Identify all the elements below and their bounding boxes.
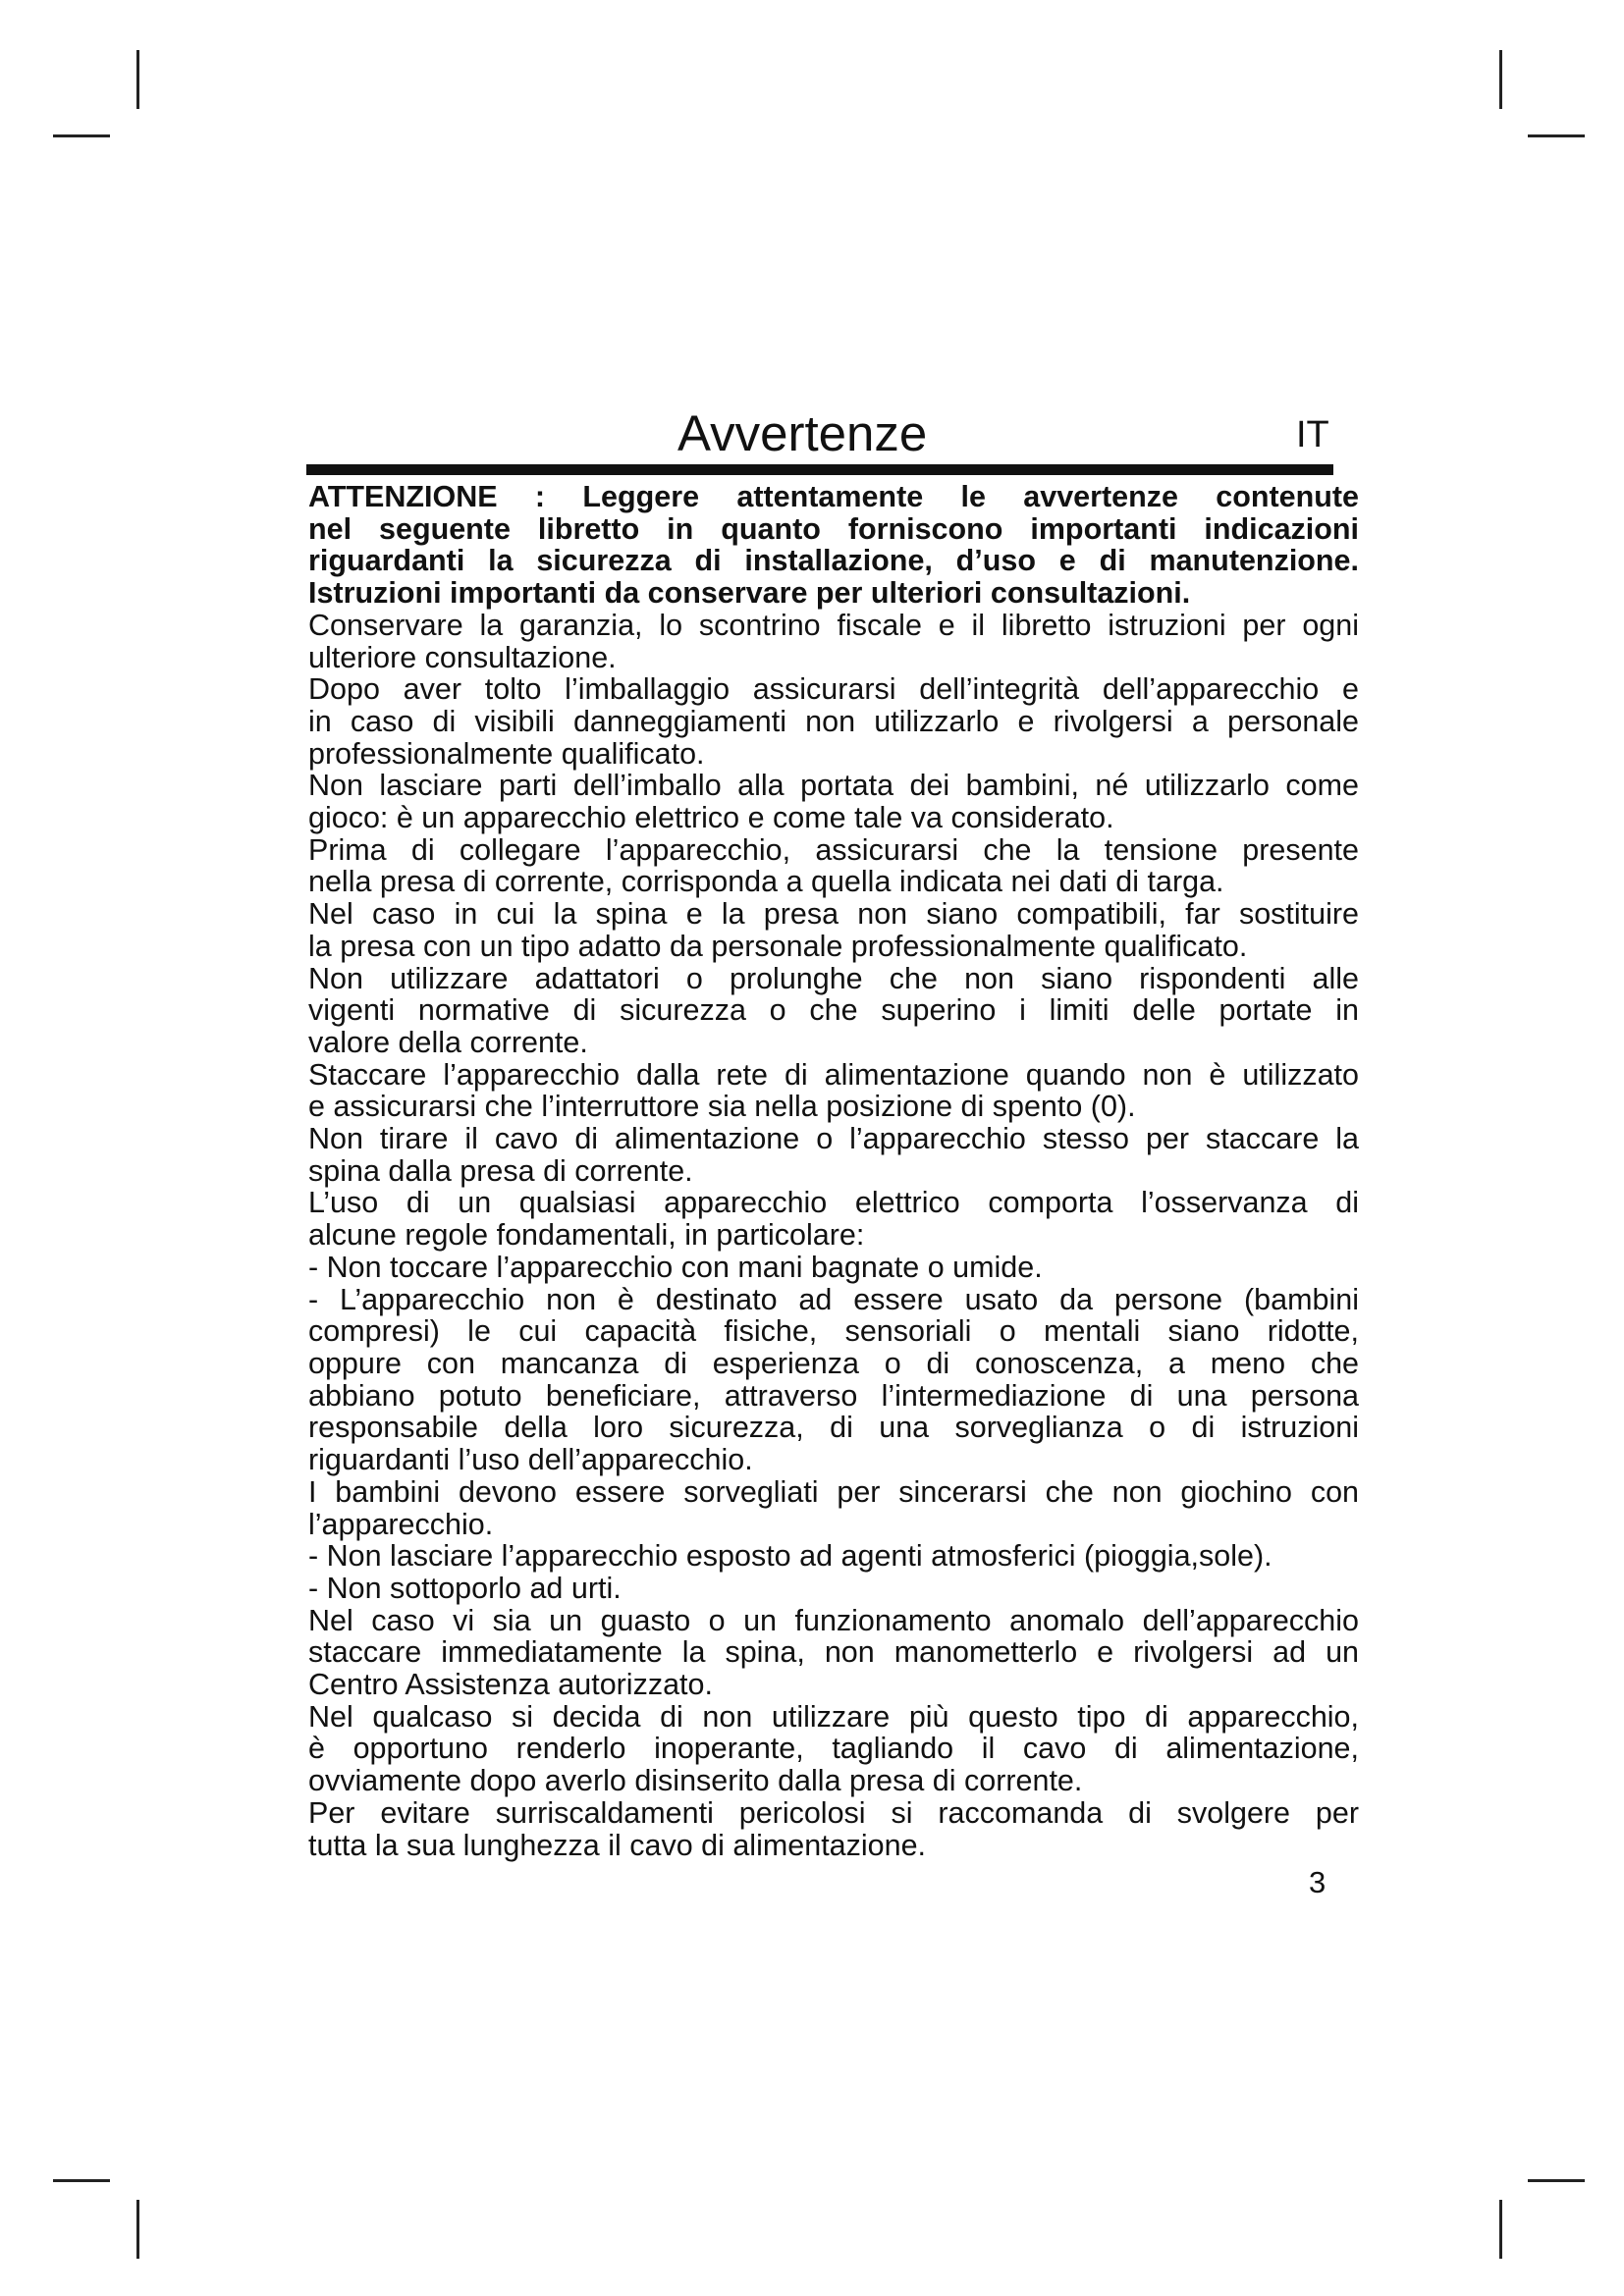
- text-line: - L’apparecchio non è destinato ad essere usato da persone (bambini: [308, 1282, 1359, 1316]
- text-line: gioco: è un apparecchio elettrico e come tale va considerato.: [308, 801, 1114, 835]
- text-line: Centro Assistenza autorizzato.: [308, 1668, 713, 1702]
- crop-mark-bottom-right-horizontal: [1528, 2179, 1585, 2182]
- text-line: valore della corrente.: [308, 1025, 588, 1059]
- text-line: professionalmente qualificato.: [308, 736, 705, 771]
- page-number: 3: [1309, 1865, 1326, 1899]
- title-rule: [306, 464, 1333, 475]
- text-line: ATTENZIONE : Leggere attentamente le avvertenze contenute: [308, 480, 1359, 513]
- paragraph: [308, 610, 1359, 673]
- text-line: - Non sottoporlo ad urti.: [308, 1571, 622, 1605]
- paragraph: [308, 481, 1359, 610]
- text-line: alcune regole fondamentali, in particolare:: [308, 1218, 865, 1253]
- paragraph: [308, 1797, 1359, 1861]
- paragraph: [308, 673, 1359, 770]
- crop-mark-top-right-vertical: [1499, 50, 1502, 109]
- paragraph: [308, 1476, 1359, 1540]
- text-line: staccare immediatamente la spina, non manometterlo e rivolgersi ad un: [308, 1635, 1359, 1670]
- paragraph: [308, 1701, 1359, 1797]
- text-line: - Non toccare l’apparecchio con mani bagnate o umide.: [308, 1250, 1043, 1284]
- text-line: tutta la sua lunghezza il cavo di alimentazione.: [308, 1828, 927, 1862]
- text-line: è opportuno renderlo inoperante, tagliando il cavo di alimentazione,: [308, 1732, 1359, 1766]
- text-line: la presa con un tipo adatto da personale professionalmente qualificato.: [308, 929, 1248, 963]
- text-line: nel seguente libretto in quanto forniscono importanti indicazioni: [308, 511, 1359, 546]
- paragraph: [308, 1605, 1359, 1701]
- text-line: compresi) le cui capacità fisiche, sensoriali o mentali siano ridotte,: [308, 1314, 1359, 1349]
- crop-mark-bottom-right-vertical: [1499, 2200, 1502, 2259]
- text-line: L’uso di un qualsiasi apparecchio elettrico comporta l’osservanza di: [308, 1186, 1359, 1220]
- text-line: Non utilizzare adattatori o prolunghe che non siano rispondenti alle: [308, 961, 1359, 995]
- language-code: IT: [1296, 414, 1329, 455]
- text-line: l’apparecchio.: [308, 1507, 494, 1541]
- text-line: Conservare la garanzia, lo scontrino fiscale e il libretto istruzioni per ogni: [308, 608, 1359, 642]
- text-line: responsabile della loro sicurezza, di una sorveglianza o di istruzioni: [308, 1411, 1359, 1445]
- paragraph: [308, 770, 1359, 833]
- text-line: Per evitare surriscaldamenti pericolosi si raccomanda di svolgere per: [308, 1795, 1359, 1830]
- paragraph: [308, 963, 1359, 1059]
- paragraph: [308, 898, 1359, 962]
- page-title: Avvertenze: [677, 405, 928, 461]
- crop-mark-top-right-horizontal: [1528, 134, 1585, 137]
- text-line: riguardanti la sicurezza di installazione, d’uso e di manutenzione.: [308, 544, 1359, 578]
- text-line: I bambini devono essere sorvegliati per sincerarsi che non giochino con: [308, 1474, 1359, 1509]
- paragraph: [308, 1284, 1359, 1476]
- text-line: ovviamente dopo averlo disinserito dalla presa di corrente.: [308, 1764, 1083, 1798]
- text-line: riguardanti l’uso dell’apparecchio.: [308, 1443, 753, 1477]
- crop-mark-top-left-horizontal: [53, 134, 110, 137]
- paragraph: [308, 1540, 1359, 1573]
- text-line: oppure con mancanza di esperienza o di conoscenza, a meno che: [308, 1346, 1359, 1380]
- text-line: in caso di visibili danneggiamenti non utilizzarlo e rivolgersi a personale: [308, 704, 1359, 738]
- text-line: nella presa di corrente, corrisponda a quella indicata nei dati di targa.: [308, 865, 1224, 899]
- warnings-text: [308, 481, 1359, 1861]
- text-line: vigenti normative di sicurezza o che superino i limiti delle portate in: [308, 993, 1359, 1028]
- text-line: Non lasciare parti dell’imballo alla portata dei bambini, né utilizzarlo come: [308, 769, 1359, 803]
- text-line: Prima di collegare l’apparecchio, assicurarsi che la tensione presente: [308, 832, 1359, 867]
- paragraph: [308, 1252, 1359, 1284]
- text-line: ulteriore consultazione.: [308, 640, 617, 674]
- text-line: Nel caso vi sia un guasto o un funzionamento anomalo dell’apparecchio: [308, 1603, 1359, 1637]
- paragraph: [308, 1123, 1359, 1187]
- text-line: abbiano potuto beneficiare, attraverso l’intermediazione di una persona: [308, 1378, 1359, 1413]
- crop-mark-top-left-vertical: [136, 50, 139, 109]
- text-line: e assicurarsi che l’interruttore sia nella posizione di spento (0).: [308, 1090, 1136, 1124]
- crop-mark-bottom-left-horizontal: [53, 2179, 110, 2182]
- paragraph: [308, 1059, 1359, 1123]
- text-line: Nel caso in cui la spina e la presa non siano compatibili, far sostituire: [308, 897, 1359, 932]
- paragraph: [308, 834, 1359, 898]
- paragraph: [308, 1187, 1359, 1251]
- text-line: Dopo aver tolto l’imballaggio assicurarsi dell’integrità dell’apparecchio e: [308, 672, 1359, 707]
- text-line: Nel qualcaso si decida di non utilizzare più questo tipo di apparecchio,: [308, 1699, 1359, 1734]
- text-line: - Non lasciare l’apparecchio esposto ad agenti atmosferici (pioggia,sole).: [308, 1539, 1272, 1574]
- text-line: Istruzioni importanti da conservare per ulteriori consultazioni.: [308, 576, 1191, 611]
- text-line: Staccare l’apparecchio dalla rete di alimentazione quando non è utilizzato: [308, 1057, 1359, 1092]
- text-line: spina dalla presa di corrente.: [308, 1153, 693, 1188]
- paragraph: [308, 1573, 1359, 1605]
- crop-mark-bottom-left-vertical: [136, 2200, 139, 2259]
- text-line: Non tirare il cavo di alimentazione o l’apparecchio stesso per staccare la: [308, 1122, 1359, 1156]
